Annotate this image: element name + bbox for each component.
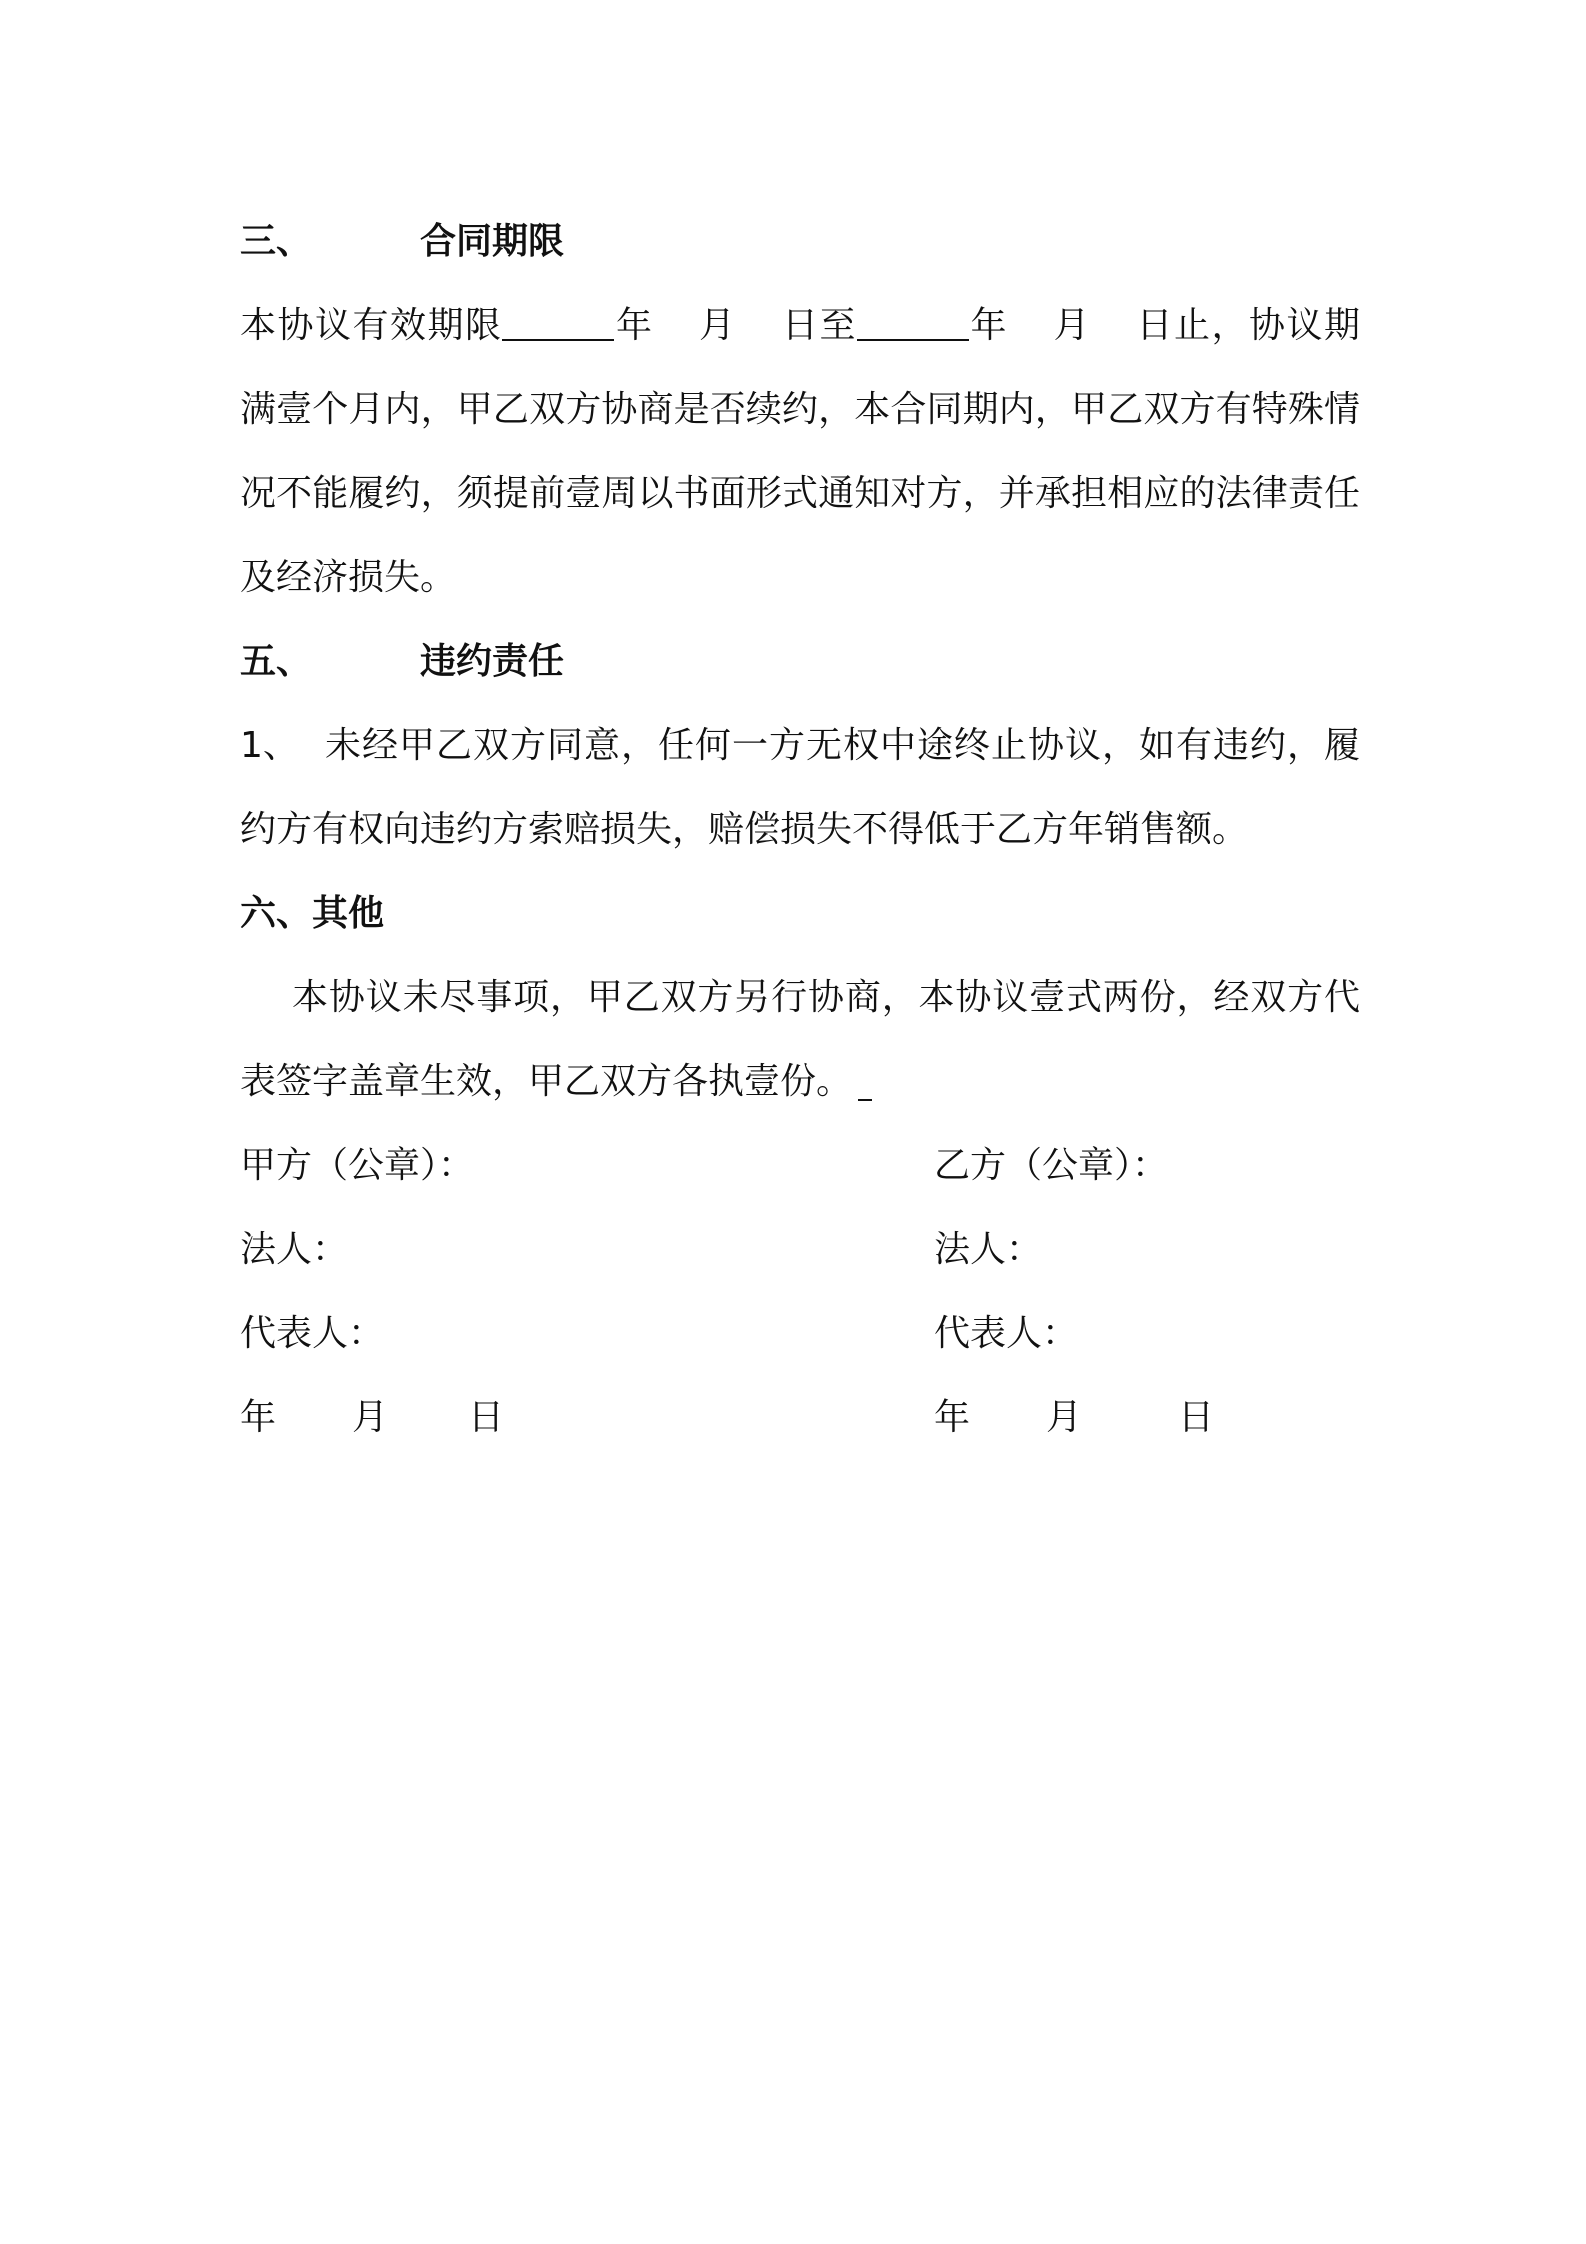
day-label: 日: [1178, 1397, 1215, 1438]
party-b-seal: 乙方（公章）：: [934, 1145, 1169, 1186]
breach-item-1: [240, 704, 1360, 872]
party-a-seal: 甲方（公章）：: [240, 1145, 475, 1186]
end-year-blank: [857, 301, 969, 341]
section-heading-term: [240, 200, 1360, 284]
month-label: 月: [352, 1397, 389, 1438]
section-number: 五、: [240, 641, 313, 682]
other-text: 本协议未尽事项，甲乙双方另行协商，本协议壹式两份，经双方代表签字盖章生效，甲乙双方各执壹份。: [240, 977, 1360, 1102]
party-b-representative: 代表人：: [934, 1313, 1079, 1354]
end-year-label: 年: [968, 305, 1008, 346]
year-label: 年: [240, 1397, 277, 1438]
party-b-legal-person: 法人：: [934, 1229, 1043, 1270]
item-number: 1、: [240, 725, 299, 766]
end-month-label: 月: [1051, 305, 1091, 346]
other-paragraph: [240, 956, 1360, 1124]
section-number: 三、: [240, 221, 313, 262]
section-title: 违约责任: [420, 641, 565, 682]
start-month-label: 月: [697, 305, 737, 346]
item-text: 未经甲乙双方同意，任何一方无权中途终止协议，如有违约，履约方有权向违约方索赔损失，赔偿损失不得低于乙方年销售额。: [240, 725, 1360, 850]
document-body: [240, 200, 1360, 1460]
term-paragraph: [240, 284, 1360, 620]
party-a-date: [240, 1376, 934, 1460]
section-title: 合同期限: [420, 221, 565, 262]
start-year-blank: [502, 301, 614, 341]
section-title: 六、其他: [240, 893, 385, 934]
text-cursor: [858, 1055, 872, 1101]
term-text-start: 本协议有效期限: [240, 305, 503, 346]
day-label: 日: [468, 1397, 505, 1438]
month-label: 月: [1046, 1397, 1083, 1438]
term-text-rest: 日止，协议期满壹个月内，甲乙双方协商是否续约，本合同期内，甲乙双方有特殊情况不能履约，须提前壹周以书面形式通知对方，并承担相应的法律责任及经济损失。: [240, 305, 1360, 598]
section-heading-other: [240, 872, 1360, 956]
party-a-legal-person: 法人：: [240, 1229, 349, 1270]
section-heading-breach: [240, 620, 1360, 704]
year-label: 年: [934, 1397, 971, 1438]
signature-block: [240, 1124, 1360, 1460]
party-a-representative: 代表人：: [240, 1313, 385, 1354]
start-day-label: 日至: [780, 305, 857, 346]
start-year-label: 年: [614, 305, 654, 346]
party-b-date: [934, 1376, 1360, 1460]
